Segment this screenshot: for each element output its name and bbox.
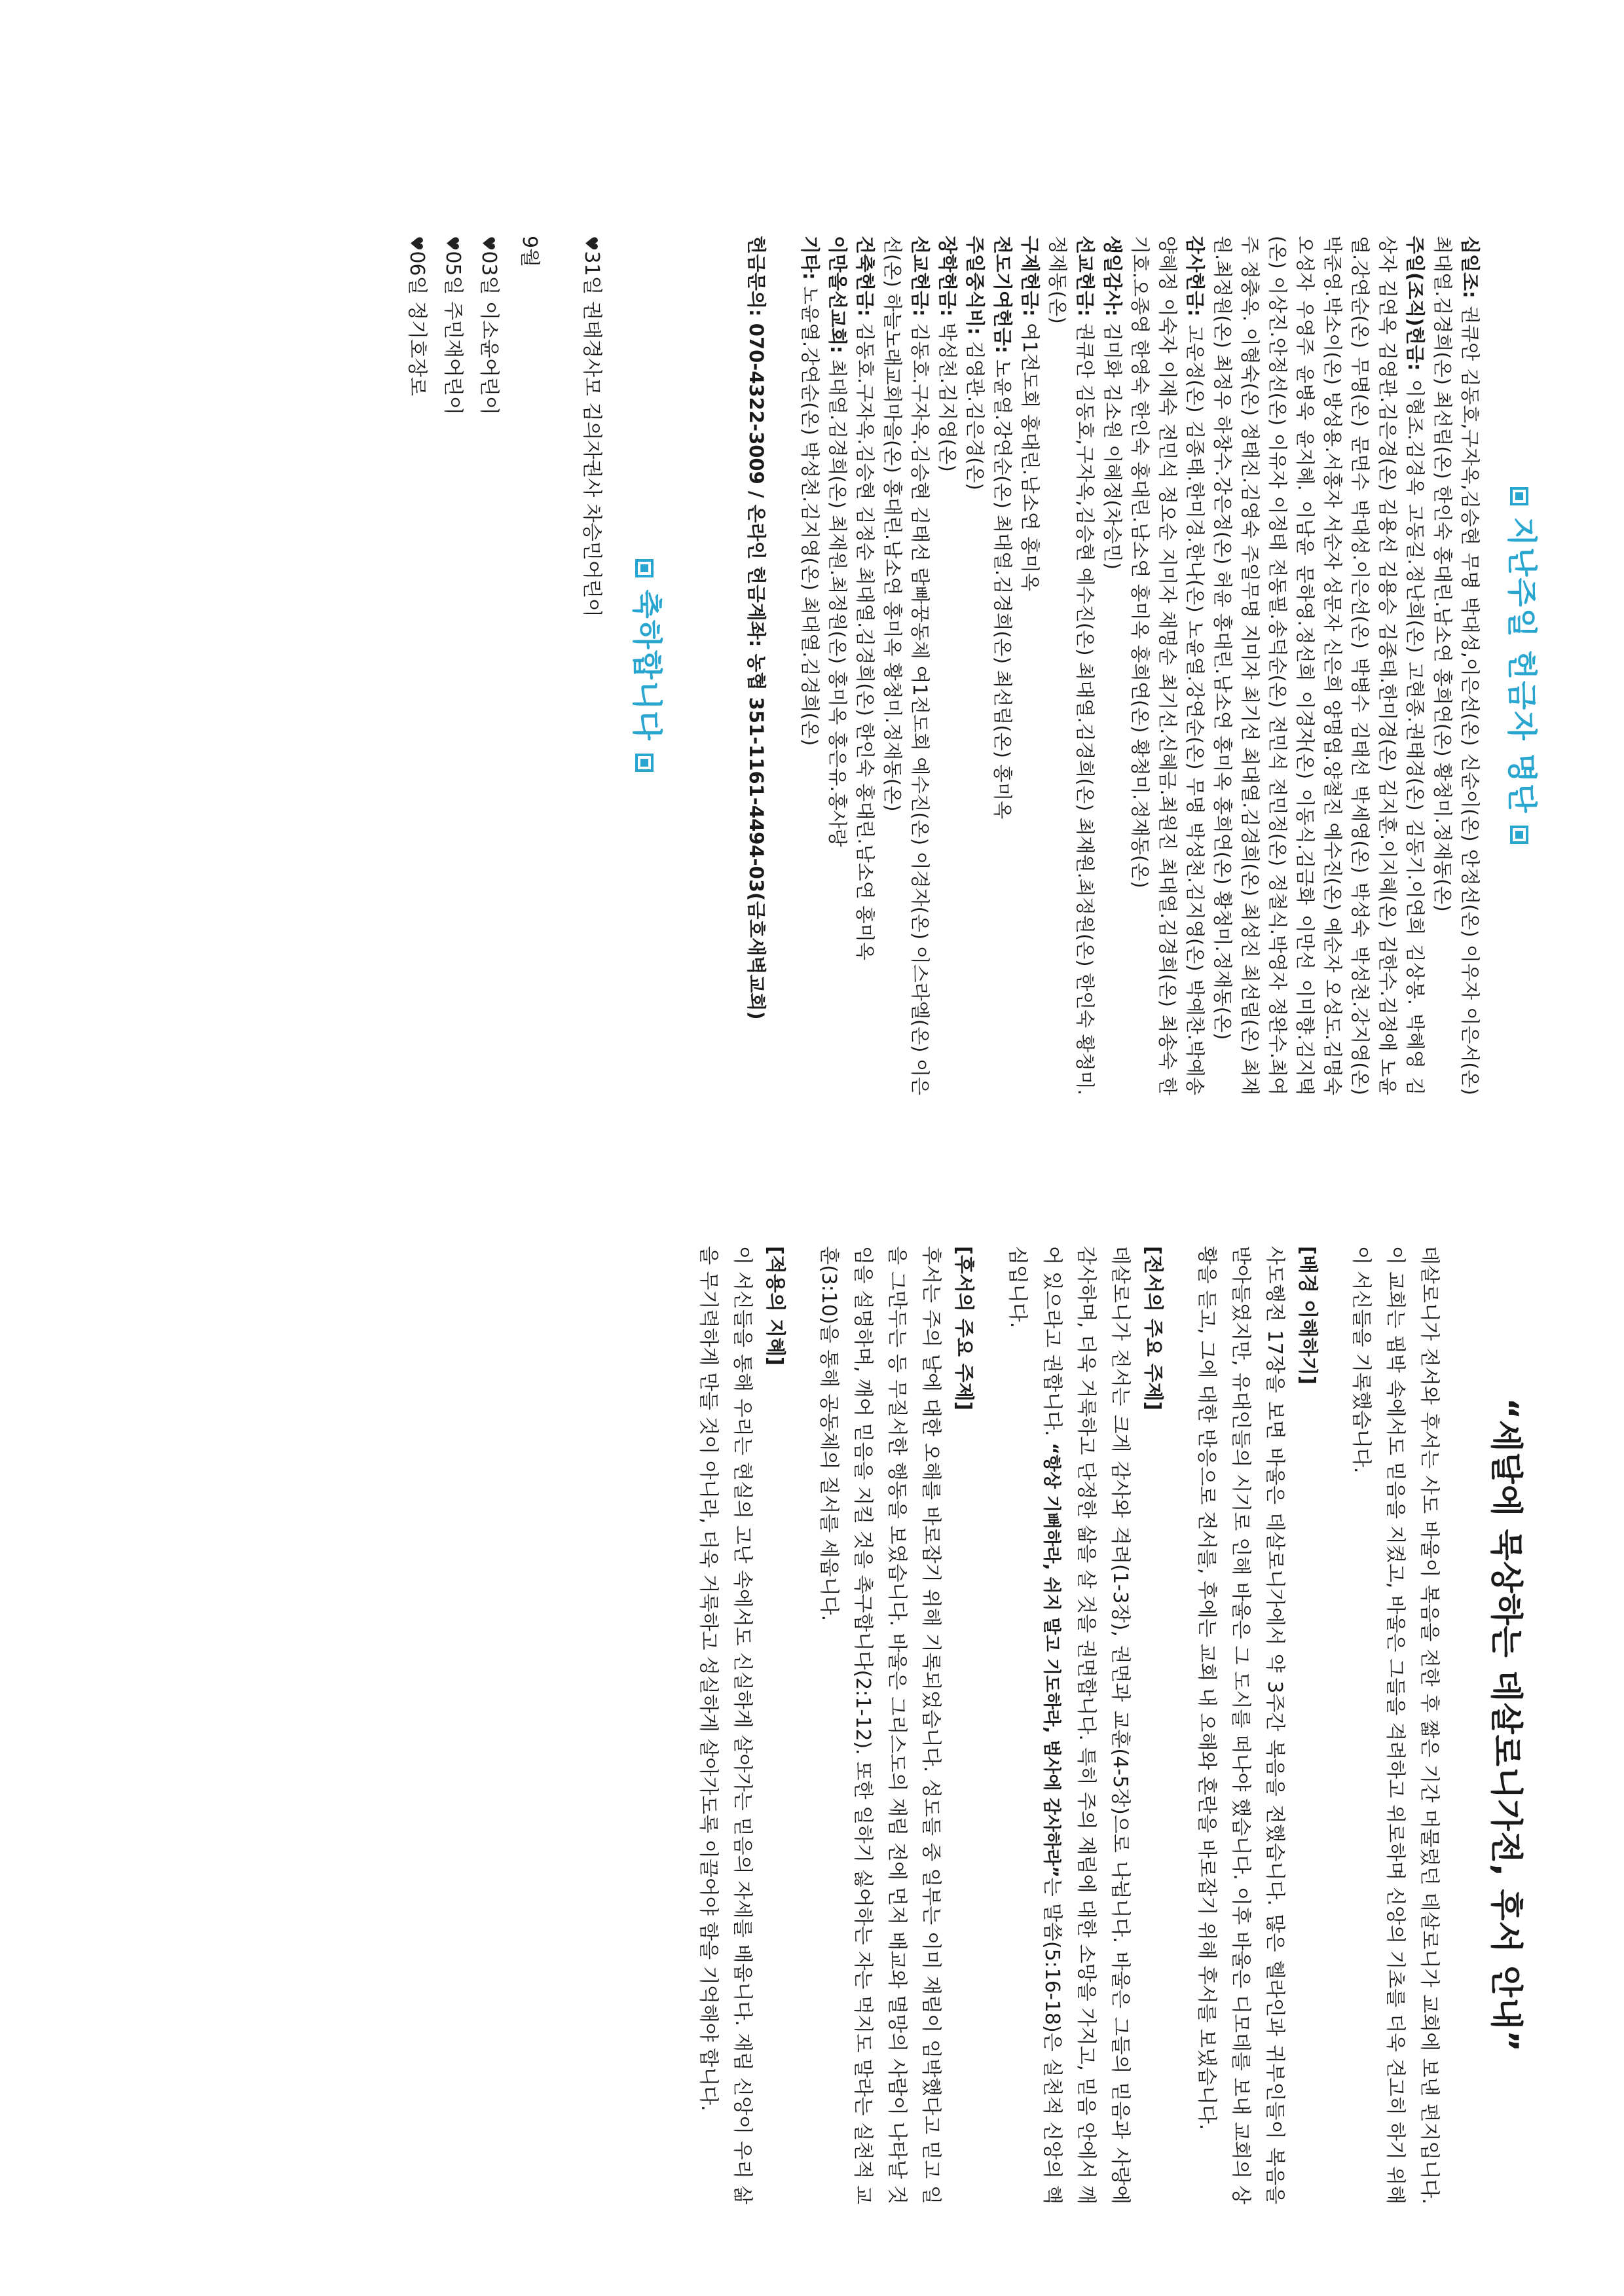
- roster-label: 장학헌금:: [936, 236, 959, 317]
- roster-entry: [1099, 236, 1126, 1095]
- celebration-list: [398, 236, 609, 1095]
- roster-entry: [1209, 236, 1429, 1095]
- roster-names: 김영관.김은경(온): [964, 335, 986, 490]
- celebration-item: [398, 236, 434, 1095]
- guide-section-first-letter: [1000, 1246, 1170, 2204]
- section-heading: [배경 이해하기]: [1296, 1246, 1319, 1385]
- right-column: [0, 1148, 1624, 2296]
- roster-names: 권큐안 김동호,구자옥,김승현 예수진(온) 최대열.김경희(온) 최재원.최정원(온) 한인숙 황청미.정재동(온): [1046, 236, 1096, 1095]
- roster-label: 주일중식비:: [964, 236, 986, 335]
- roster-entry: [961, 236, 989, 1095]
- roster-names: 김동호.구자옥.김승현 김태선 람빠꿍동체 여1전도회 예수진(온) 이경자(온) 이스라엘(온) 이은선(온) 하늘노래교회마을(온) 홍대린.남소연 홍미옥 황청미.정재동(온): [881, 236, 931, 1095]
- guide-title: “세달에 묵상하는 데살로니가전, 후서 안내”: [1487, 1398, 1525, 2052]
- section-text: 사도행전 17장을 보면 바울은 데살로니가에서 약 3주간 복음을 전했습니다. 많은 헬라인과 귀부인들이 복음을 받아들였지만, 유대인들의 시기로 인해 바울은 그 도시를 떠나야 했습니다. 이후 바울은 디모데를 보내 교회의 상황을 듣고, 그에 대한 반응으로 전서를, 후에는 교회 내 오해와 혼란을 바로잡기 위해 후서를 보냈습니다.: [1195, 1246, 1286, 2204]
- roster-entry: [824, 236, 851, 1095]
- roster-names: 이형조.김경옥 고동길.정난희(온) 고현종.권태경(온) 김동기.이연희 김상봉. 박혜영 김상자 김연옥 김영관.김은경(온) 김용선 김용승 김종태.한미경(온) 김지훈.이지혜(온) 김한수.김정애 노윤열.강연순(온) 무명(온) 문면수 박대성.이은선(온) 박병수 김태선 박세영(온) 박성숙 박성천.강지영(온) 박준영.박소이(온) 방성용.서홍자 서순자 성문자 신은희 양명엽.양철진 예수진(온) 예순자 오성도.김명숙 오성자 우영주 윤병욱 윤지혜. 이남윤 문하영.정선희 이경자(온) 이동식.김금화 이만선 이미향.김지택(온) 이상진.안정선(온) 이유자 이정태 전동필.송덕순(온) 전민석 전민정(온) 정철식.박영자 정완수.최여주 정충옥. 이형숙(온) 정태진.김영숙 주일무명 지미자 최기선 최대열.김경희(온) 최성진 최선림(온) 최재원.최정원(온) 최정우 하창수.강은정(온) 허윤 홍대린.남소연 홍미옥 홍희연(온) 황청미.정재동(온): [1211, 236, 1426, 1095]
- celebration-heading: 축하합니다: [627, 236, 671, 1095]
- roster-entry: [1429, 236, 1484, 1095]
- section-text: 데살로니가 전서는 크게 감사와 격려(1-3장), 권면과 교훈(4-5장)으로 나뉩니다. 바울은 그들의 믿음과 사랑에 감사하며, 더욱 거룩하고 단정한 삶을 살 것을 권면합니다. 특히 주의 재림에 대한 소망을 가지고, 믿음 안에서 깨어 있으라고 권합니다. “항상 기뻐하라, 쉬지 말고 기도하라, 범사에 감사하라”는 말씀(5:16-18)은 실천적 신앙의 핵심입니다.: [1006, 1246, 1132, 2205]
- square-bullet-icon: [1511, 826, 1529, 844]
- roster-label: 주일(조직)헌금:: [1404, 236, 1426, 371]
- heart-icon: ♥: [478, 236, 498, 251]
- roster-names: 박성천.김지영(온): [936, 316, 959, 472]
- celebration-text: 06일 정기호장로: [405, 251, 428, 396]
- roster-names: 최대열.김경희(온) 최재원.최정원(온) 홍미옥 홍은유.홍사랑: [826, 353, 849, 847]
- section-heading: [적용의 지혜]: [764, 1246, 786, 1366]
- roster-label: 전도기여헌금:: [991, 236, 1014, 354]
- roster-entry: [796, 236, 824, 1095]
- roster-entry: [1044, 236, 1099, 1095]
- celebration-text: 31일 권태경사모 김의자권사 차승민어린이: [580, 251, 603, 617]
- section-text: 이 서신들을 통해 우리는 현실의 고난 속에서도 신실하게 살아가는 믿음의 자세를 배웁니다. 재림 신앙이 우리 삶을 무기력하게 만들 것이 아니라, 더욱 거룩하고 성실하게 살아가도록 이끌어야 함을 기억해야 합니다.: [697, 1246, 754, 2204]
- roster-entry: [989, 236, 1016, 1095]
- square-bullet-icon: [1511, 487, 1529, 505]
- roster-entry: [1126, 236, 1209, 1095]
- celebration-text: 03일 이소윤어린이: [477, 251, 500, 415]
- roster-label: 십일조:: [1459, 236, 1481, 299]
- roster-label: 구제헌금:: [1019, 236, 1041, 317]
- month-label: 9월: [518, 236, 541, 268]
- roster-names: 노윤열.강연순(온) 박성천.김지영(온) 최대열.김경희(온): [799, 280, 821, 746]
- guide-intro: 데살로니가 전서와 후서는 사도 바울이 복음을 전한 후 짧은 기간 머물렀던 데살로니가 교회에 보낸 편지입니다. 이 교회는 핍박 속에서도 믿음을 지켰고, 바울은 그들을 격려하고 위로하며 신앙의 기초를 더욱 견고히 하기 위해 이 서신들을 기록했습니다.: [1350, 1246, 1441, 2204]
- roster-names: 고운정(온) 김종태.한미경.한나(온) 노윤열.강연순(온) 무명 박성천.김지영(온) 박예찬.박예송 양혜정 이숙자 이재숙 전민석 정오순 지미자 채명순 최기선.신혜금.최원진 최대열.김경희(온) 최송숙 한기호.오종영 한영숙 한인숙 홍대린.남소연 홍미옥 홍희연(온) 황청미.정재동(온): [1129, 236, 1206, 1095]
- roster-label: 감사헌금:: [1184, 236, 1206, 317]
- guide-section-application: [691, 1246, 792, 2204]
- roster-label: 건축헌금:: [854, 236, 876, 317]
- celebration-item: [470, 236, 506, 1095]
- roster-label: 선교헌금:: [1074, 236, 1096, 317]
- heart-icon: ♥: [581, 236, 600, 251]
- offering-contact: 헌금문의: 070-4322-3009 / 온라인 헌금계좌: 농협 351-1161-4494-03(금호새벽교회): [745, 236, 767, 1020]
- scripture-quote: “항상 기뻐하라, 쉬지 말고 기도하라, 범사에 감사하라”: [1041, 1442, 1061, 1878]
- section-heading: [후서의 주요 주제]: [952, 1246, 975, 1411]
- roster-names: 노윤열.강연순(온) 최대열.김경희(온) 최선림(온) 홍미옥: [991, 353, 1014, 820]
- offering-roster: [796, 236, 1484, 1095]
- offering-heading: 지난주일 헌금자 명단: [1502, 236, 1545, 1095]
- roster-names: 김동호.구자옥.김승현 김정순 최대열.김경희(온) 한인숙 홍대린.남소연 홍미옥: [854, 316, 876, 960]
- roster-entry: [934, 236, 961, 1095]
- guide-section-background: [1189, 1246, 1324, 2204]
- square-bullet-icon: [636, 559, 654, 577]
- roster-entry: [879, 236, 934, 1095]
- roster-names: 김미화 김소원 이혜정(차승민): [1101, 316, 1124, 570]
- roster-label: 생일감사:: [1101, 236, 1124, 317]
- section-text: 후서는 주의 날에 대한 오해를 바로잡기 위해 기록되었습니다. 성도들 중 일부는 이미 재림이 임박했다고 믿고 일을 그만두는 등 무질서한 행동을 보였습니다. 바울은 그리스도의 재림 전에 먼저 배교와 멸망의 사람이 나타날 것임을 설명하며, 깨어 믿음을 지킬 것을 촉구합니다(2:1-12). 또한 일하기 싫어하는 자는 먹지도 말라는 실천적 교훈(3:10)을 통해 공동체의 질서를 세웁니다.: [817, 1246, 942, 2204]
- roster-entry: [851, 236, 879, 1095]
- roster-entry: [1016, 236, 1044, 1095]
- roster-label: 기타:: [799, 236, 821, 280]
- celebration-item: [434, 236, 470, 1095]
- roster-names: 여1전도회 홍대린.남소연 홍미옥: [1019, 316, 1041, 592]
- square-bullet-icon: [636, 754, 654, 772]
- celebration-text: 05일 주민재어린이: [441, 251, 464, 415]
- section-heading: [전서의 주요 주제]: [1141, 1246, 1164, 1411]
- celebration-item: [573, 236, 609, 1095]
- heart-icon: ♥: [442, 236, 462, 251]
- heart-icon: ♥: [406, 236, 426, 251]
- roster-label: 선교헌금:: [909, 236, 931, 317]
- roster-label: 이만올선교회:: [826, 236, 849, 354]
- guide-section-second-letter: [811, 1246, 980, 2204]
- celebration-section: [398, 236, 671, 1095]
- roster-names: 권큐안 김동호,구자옥,김승현 무명 박대성,이은선(온) 신순이(온) 안정선(온) 이우자 이은서(온) 최대열.김경희(온) 최선림(온) 한인숙 홍대린.남소연 홍희연(온) 황청미.정재동(온): [1431, 236, 1481, 1095]
